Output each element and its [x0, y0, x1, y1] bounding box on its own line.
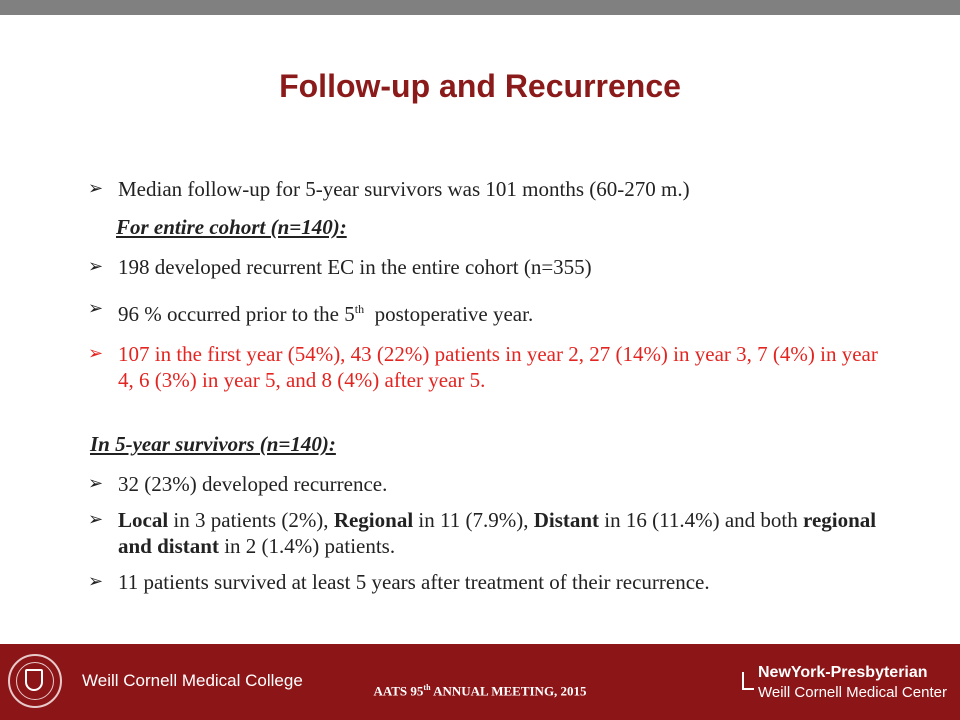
arrow-bullet-icon: ➢: [88, 571, 104, 592]
bullet-recurrent-ec: [88, 254, 878, 280]
arrow-bullet-icon: ➢: [88, 509, 104, 530]
bullet-text: 107 in the first year (54%), 43 (22%) patients in year 2, 27 (14%) in year 3, 7 (4%) in year 4, 6 (3%) in year 5, and 8 (4%) after year 5.: [118, 342, 878, 392]
bullet-median-followup: [88, 176, 878, 202]
bullet-prior-5th-year: [88, 296, 878, 327]
bullet-developed-recurrence: [88, 471, 878, 497]
bullet-recurrence-sites: [88, 507, 878, 559]
nyp-logo-subtext: Weill Cornell Medical Center: [758, 684, 947, 701]
bullet-recurrence-by-year: [88, 341, 878, 393]
arrow-bullet-icon: ➢: [88, 473, 104, 494]
slide-title: Follow-up and Recurrence: [279, 68, 681, 104]
arrow-bullet-icon: ➢: [88, 298, 104, 319]
arrow-bullet-icon: ➢: [88, 256, 104, 277]
bullet-text: 96 % occurred prior to the 5th postoperative year.: [118, 302, 534, 326]
cornell-seal-icon: [8, 654, 62, 708]
bullet-text: 32 (23%) developed recurrence.: [118, 472, 388, 496]
subhead-5-year-survivors: In 5-year survivors (n=140):: [90, 432, 336, 456]
weill-cornell-logo-text: Weill Cornell Medical College: [82, 671, 303, 690]
bullet-text: Local in 3 patients (2%), Regional in 11 (7.9%), Distant in 16 (11.4%) and both regional and distant in 2 (1.4%) patients.: [118, 508, 877, 558]
bullet-survived-5-years: [88, 569, 878, 595]
bullet-text: 198 developed recurrent EC in the entire cohort (n=355): [118, 255, 592, 279]
arrow-bullet-icon: ➢: [88, 178, 104, 199]
bullet-text: 11 patients survived at least 5 years after treatment of their recurrence.: [118, 570, 710, 594]
meeting-caption: AATS 95th ANNUAL MEETING, 2015: [373, 683, 587, 699]
slide-content: [88, 176, 878, 595]
nyp-logo-icon: [742, 672, 754, 690]
footer-bar: [0, 644, 960, 720]
nyp-logo-text: NewYork-Presbyterian: [758, 664, 928, 681]
top-bar: [0, 0, 960, 15]
subhead-entire-cohort: For entire cohort (n=140):: [116, 215, 347, 239]
bullet-text: Median follow-up for 5-year survivors was 101 months (60-270 m.): [118, 177, 690, 201]
arrow-bullet-icon: ➢: [88, 343, 104, 364]
